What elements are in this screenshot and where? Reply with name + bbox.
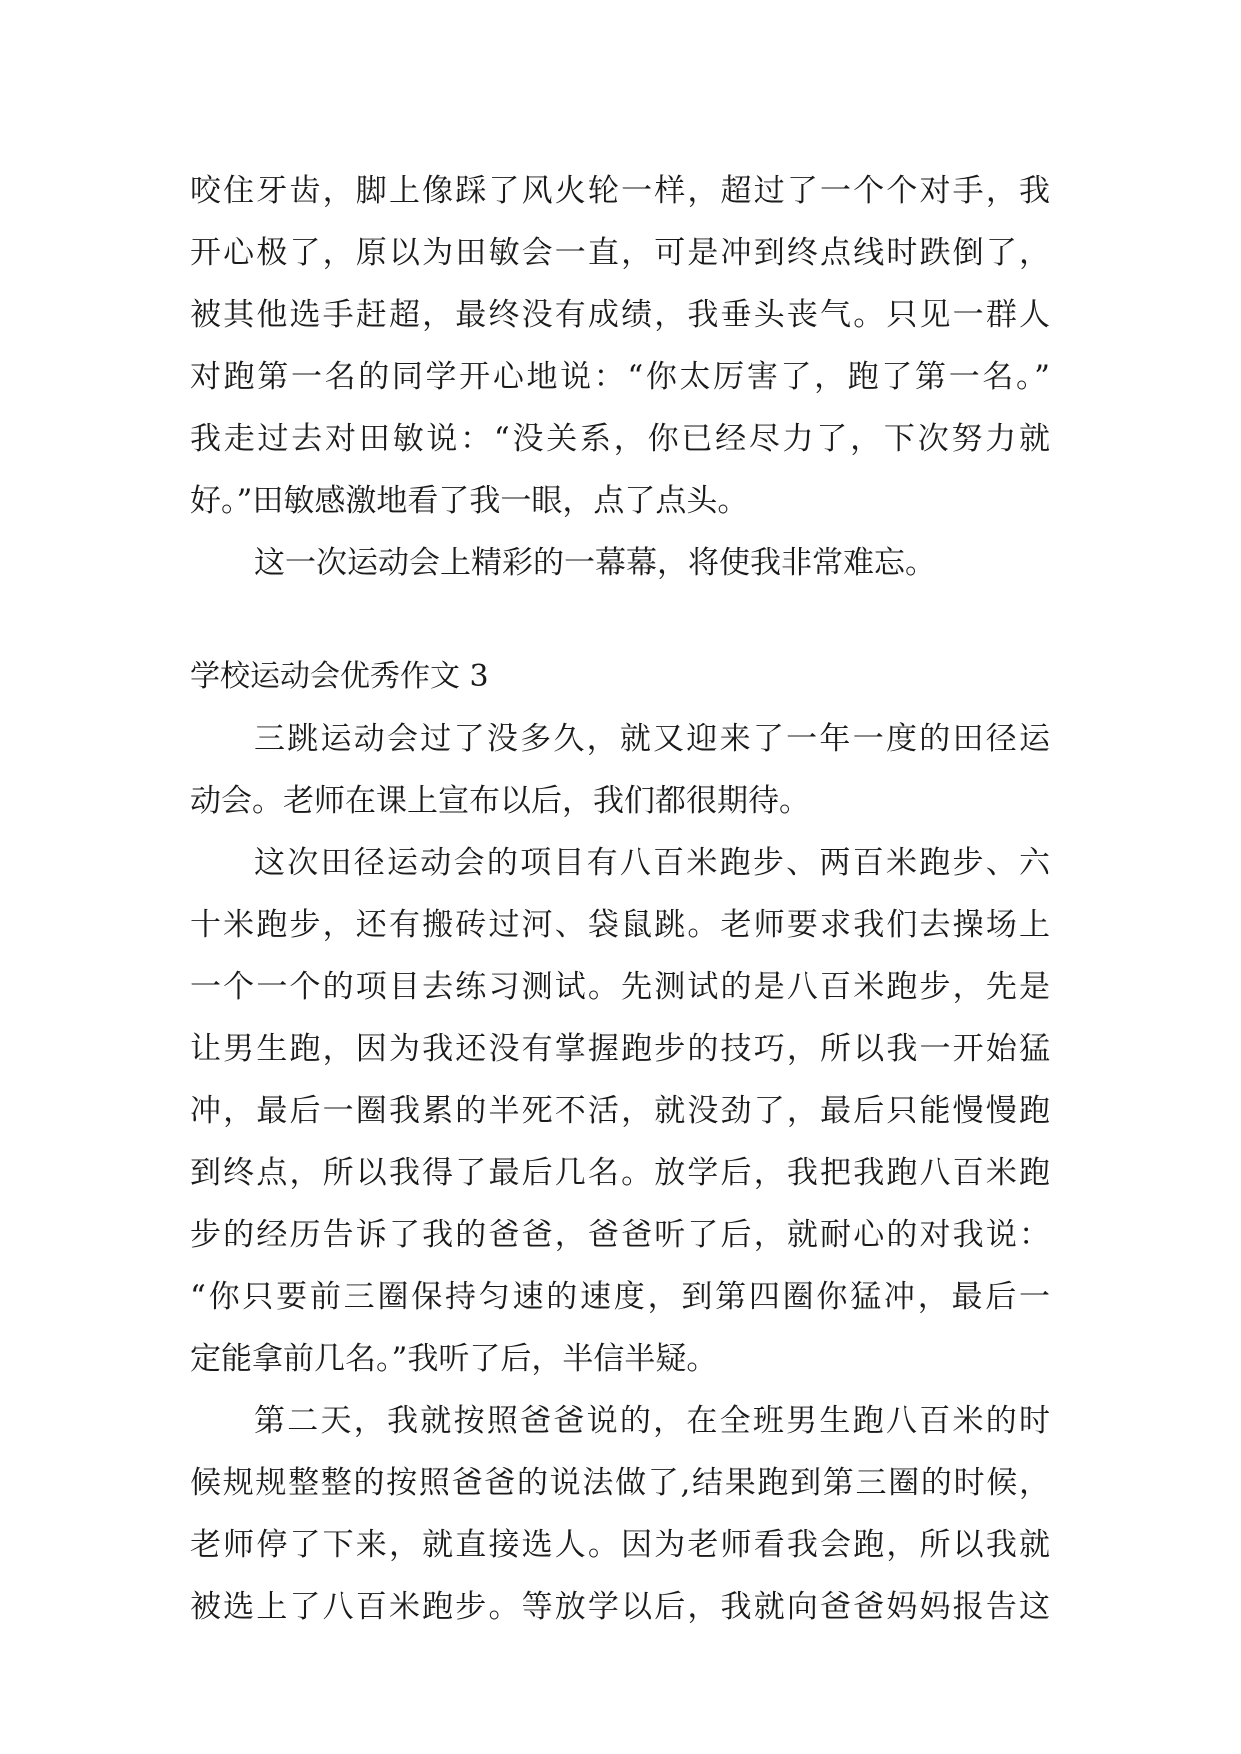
- paragraph-3: [190, 708, 1050, 832]
- paragraph-4: [190, 832, 1050, 1390]
- text-line: 一个一个的项目去练习测试。先测试的是八百米跑步，先是: [190, 969, 1050, 1005]
- section-gap: [190, 594, 1050, 646]
- text-line: 被其他选手赶超，最终没有成绩，我垂头丧气。只见一群人: [190, 297, 1050, 333]
- text-line: 好。”田敏感激地看了我一眼，点了点头。: [190, 483, 749, 519]
- paragraph-5: [190, 1390, 1050, 1638]
- paragraph-1: [190, 160, 1050, 532]
- text-line: 第二天，我就按照爸爸说的，在全班男生跑八百米的时: [254, 1403, 1050, 1439]
- text-line: 老师停了下来，就直接选人。因为老师看我会跑，所以我就: [190, 1527, 1050, 1563]
- text-line: 让男生跑，因为我还没有掌握跑步的技巧，所以我一开始猛: [190, 1031, 1050, 1067]
- text-line: 定能拿前几名。”我听了后，半信半疑。: [190, 1341, 718, 1377]
- text-line: 动会。老师在课上宣布以后，我们都很期待。: [190, 783, 810, 819]
- text-line: 候规规整整的按照爸爸的说法做了,结果跑到第三圈的时候，: [190, 1465, 1050, 1501]
- text-line: 我走过去对田敏说：“没关系，你已经尽力了，下次努力就: [190, 421, 1050, 457]
- document-page: [190, 160, 1050, 1638]
- text-line: 对跑第一名的同学开心地说：“你太厉害了，跑了第一名。”: [190, 359, 1050, 395]
- text-line: 这次田径运动会的项目有八百米跑步、两百米跑步、六: [254, 845, 1050, 881]
- text-line: 步的经历告诉了我的爸爸，爸爸听了后，就耐心的对我说：: [190, 1217, 1050, 1253]
- section-title: 学校运动会优秀作文 3: [190, 659, 489, 694]
- text-line: 咬住牙齿，脚上像踩了风火轮一样，超过了一个个对手，我: [190, 173, 1050, 209]
- text-line: 这一次运动会上精彩的一幕幕，将使我非常难忘。: [254, 545, 936, 581]
- text-line: 十米跑步，还有搬砖过河、袋鼠跳。老师要求我们去操场上: [190, 907, 1050, 943]
- text-line: 三跳运动会过了没多久，就又迎来了一年一度的田径运: [254, 721, 1050, 757]
- text-line: 冲，最后一圈我累的半死不活，就没劲了，最后只能慢慢跑: [190, 1093, 1050, 1129]
- paragraph-2: [190, 532, 1050, 594]
- text-line: 到终点，所以我得了最后几名。放学后，我把我跑八百米跑: [190, 1155, 1050, 1191]
- text-line: “你只要前三圈保持匀速的速度，到第四圈你猛冲，最后一: [190, 1279, 1050, 1315]
- text-line: 开心极了，原以为田敏会一直，可是冲到终点线时跌倒了，: [190, 235, 1050, 271]
- text-line: 被选上了八百米跑步。等放学以后，我就向爸爸妈妈报告这: [190, 1589, 1050, 1625]
